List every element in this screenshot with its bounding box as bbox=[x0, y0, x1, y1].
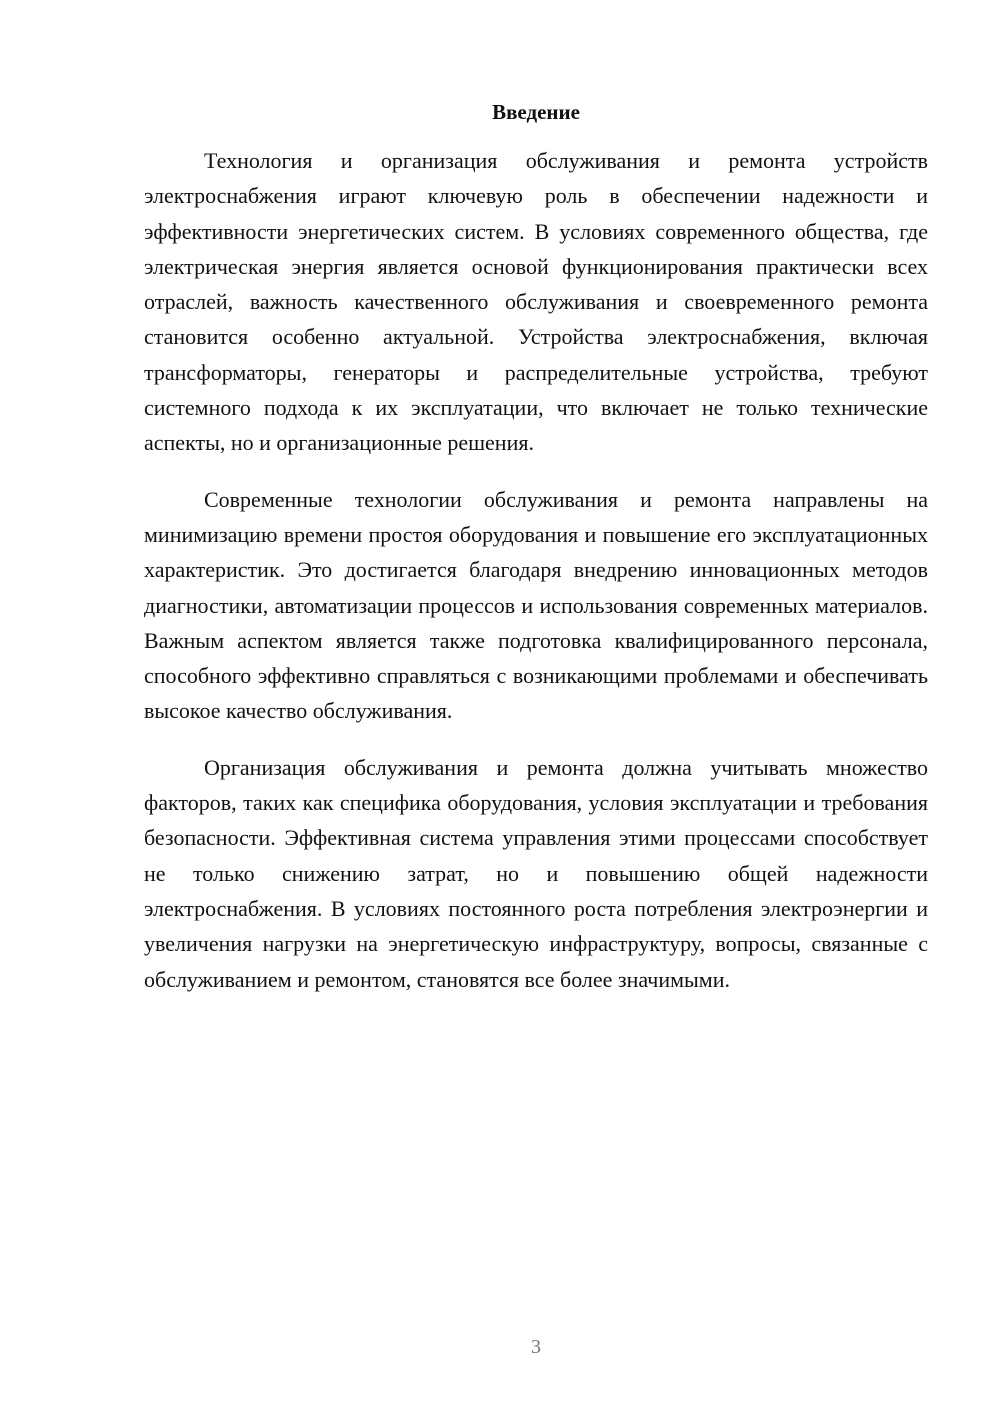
page-number: 3 bbox=[531, 1336, 541, 1358]
paragraph-3: Организация обслуживания и ремонта должна учитывать множество факторов, таких как специфика оборудования, условия эксплуатации и требования безопасности. Эффективная система управления этими процессами способствует не только снижению затрат, но и повышению общей надежности электроснабжения. В условиях постоянного роста потребления электроэнергии и увеличения нагрузки на энергетическую инфраструктуру, вопросы, связанные с обслуживанием и ремонтом, становятся все более значимыми. bbox=[144, 754, 928, 992]
paragraph-1: Технология и организация обслуживания и ремонта устройств электроснабжения играют ключевую роль в обеспечении надежности и эффективности энергетических систем. В условиях современного общества, где электрическая энергия является основой функционирования практически всех отраслей, важность качественного обслуживания и своевременного ремонта становится особенно актуальной. Устройства электроснабжения, включая трансформаторы, генераторы и распределительные устройства, требуют системного подхода к их эксплуатации, что включает не только технические аспекты, но и организационные решения. bbox=[144, 148, 928, 456]
body-text bbox=[144, 143, 928, 997]
paragraph-2: Современные технологии обслуживания и ремонта направлены на минимизацию времени простоя оборудования и повышение его эксплуатационных характеристик. Это достигается благодаря внедрению инновационных методов диагностики, автоматизации процессов и использования современных материалов. Важным аспектом является также подготовка квалифицированного персонала, способного эффективно справляться с возникающими проблемами и обеспечивать высокое качество обслуживания. bbox=[144, 486, 928, 724]
page-title: Введение bbox=[492, 100, 580, 124]
